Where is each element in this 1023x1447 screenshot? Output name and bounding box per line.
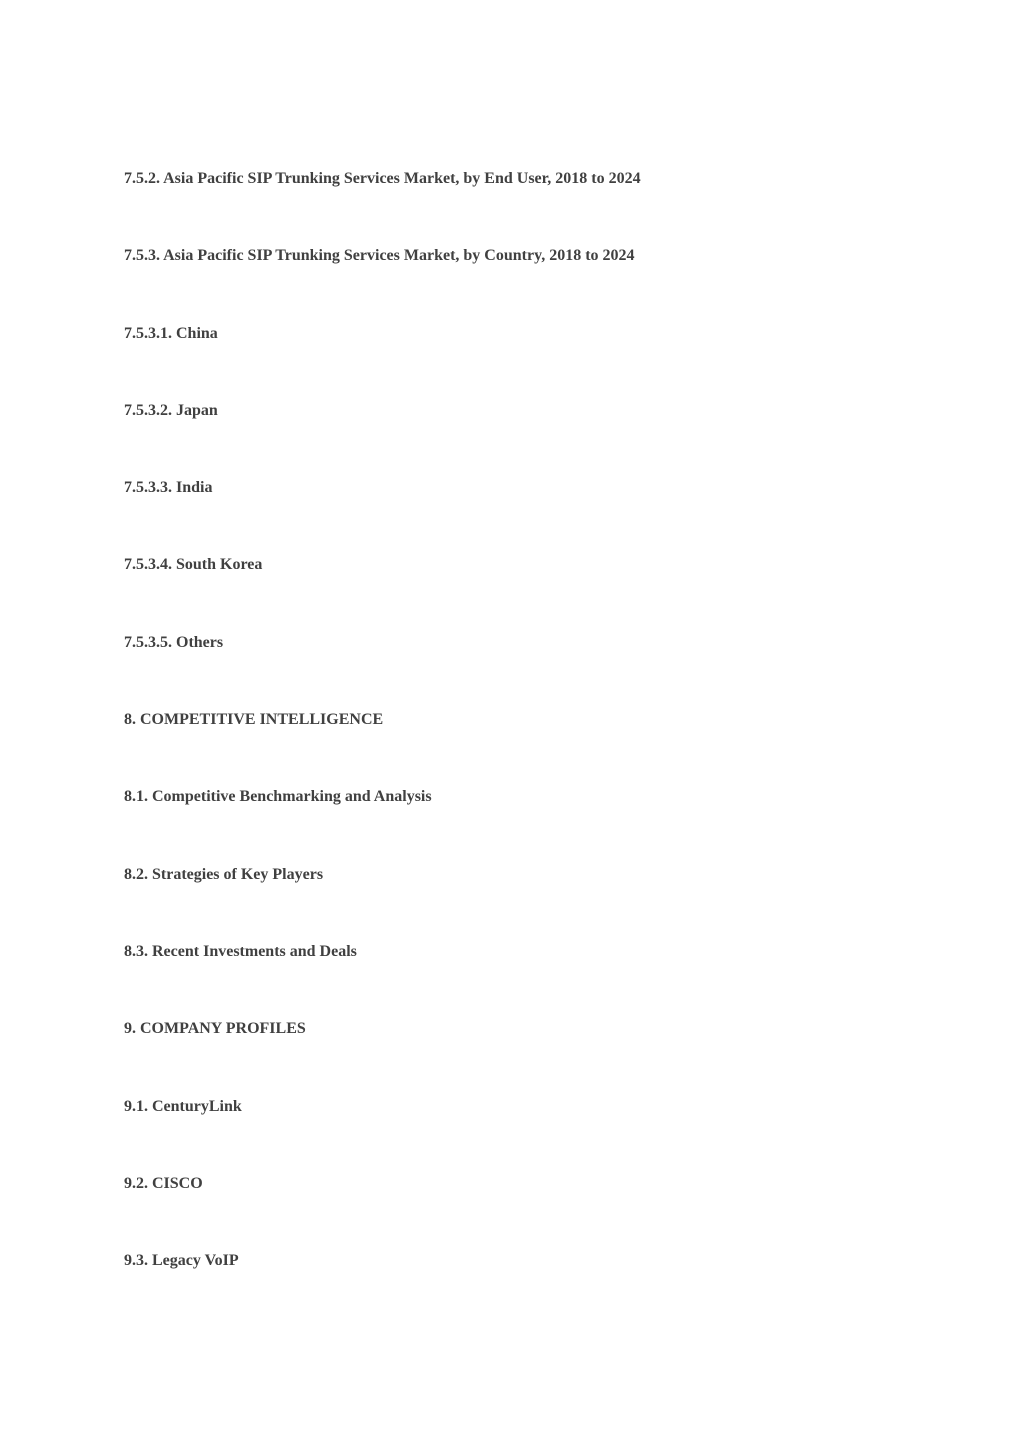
toc-entry-7-5-3-2: 7.5.3.2. Japan xyxy=(124,401,218,419)
toc-entry-8-1: 8.1. Competitive Benchmarking and Analysis xyxy=(124,788,432,806)
toc-entry-7-5-2: 7.5.2. Asia Pacific SIP Trunking Services Market, by End User, 2018 to 2024 xyxy=(124,170,641,187)
toc-entry-9-3: 9.3. Legacy VoIP xyxy=(124,1252,239,1270)
toc-entry-8: 8. COMPETITIVE INTELLIGENCE xyxy=(124,711,384,729)
toc-entry-7-5-3-5: 7.5.3.5. Others xyxy=(124,633,224,651)
toc-entry-7-5-3: 7.5.3. Asia Pacific SIP Trunking Services Market, by Country, 2018 to 2024 xyxy=(124,247,635,265)
toc-entry-9-1: 9.1. CenturyLink xyxy=(124,1097,242,1115)
toc-entry-8-2: 8.2. Strategies of Key Players xyxy=(124,865,324,883)
table-of-contents xyxy=(124,169,641,1328)
toc-entry-9-2: 9.2. CISCO xyxy=(124,1174,203,1192)
toc-entry-7-5-3-1: 7.5.3.1. China xyxy=(124,324,218,342)
toc-entry-8-3: 8.3. Recent Investments and Deals xyxy=(124,942,357,960)
toc-entry-9: 9. COMPANY PROFILES xyxy=(124,1020,306,1038)
toc-entry-7-5-3-3: 7.5.3.3. India xyxy=(124,479,213,497)
toc-entry-7-5-3-4: 7.5.3.4. South Korea xyxy=(124,556,263,574)
